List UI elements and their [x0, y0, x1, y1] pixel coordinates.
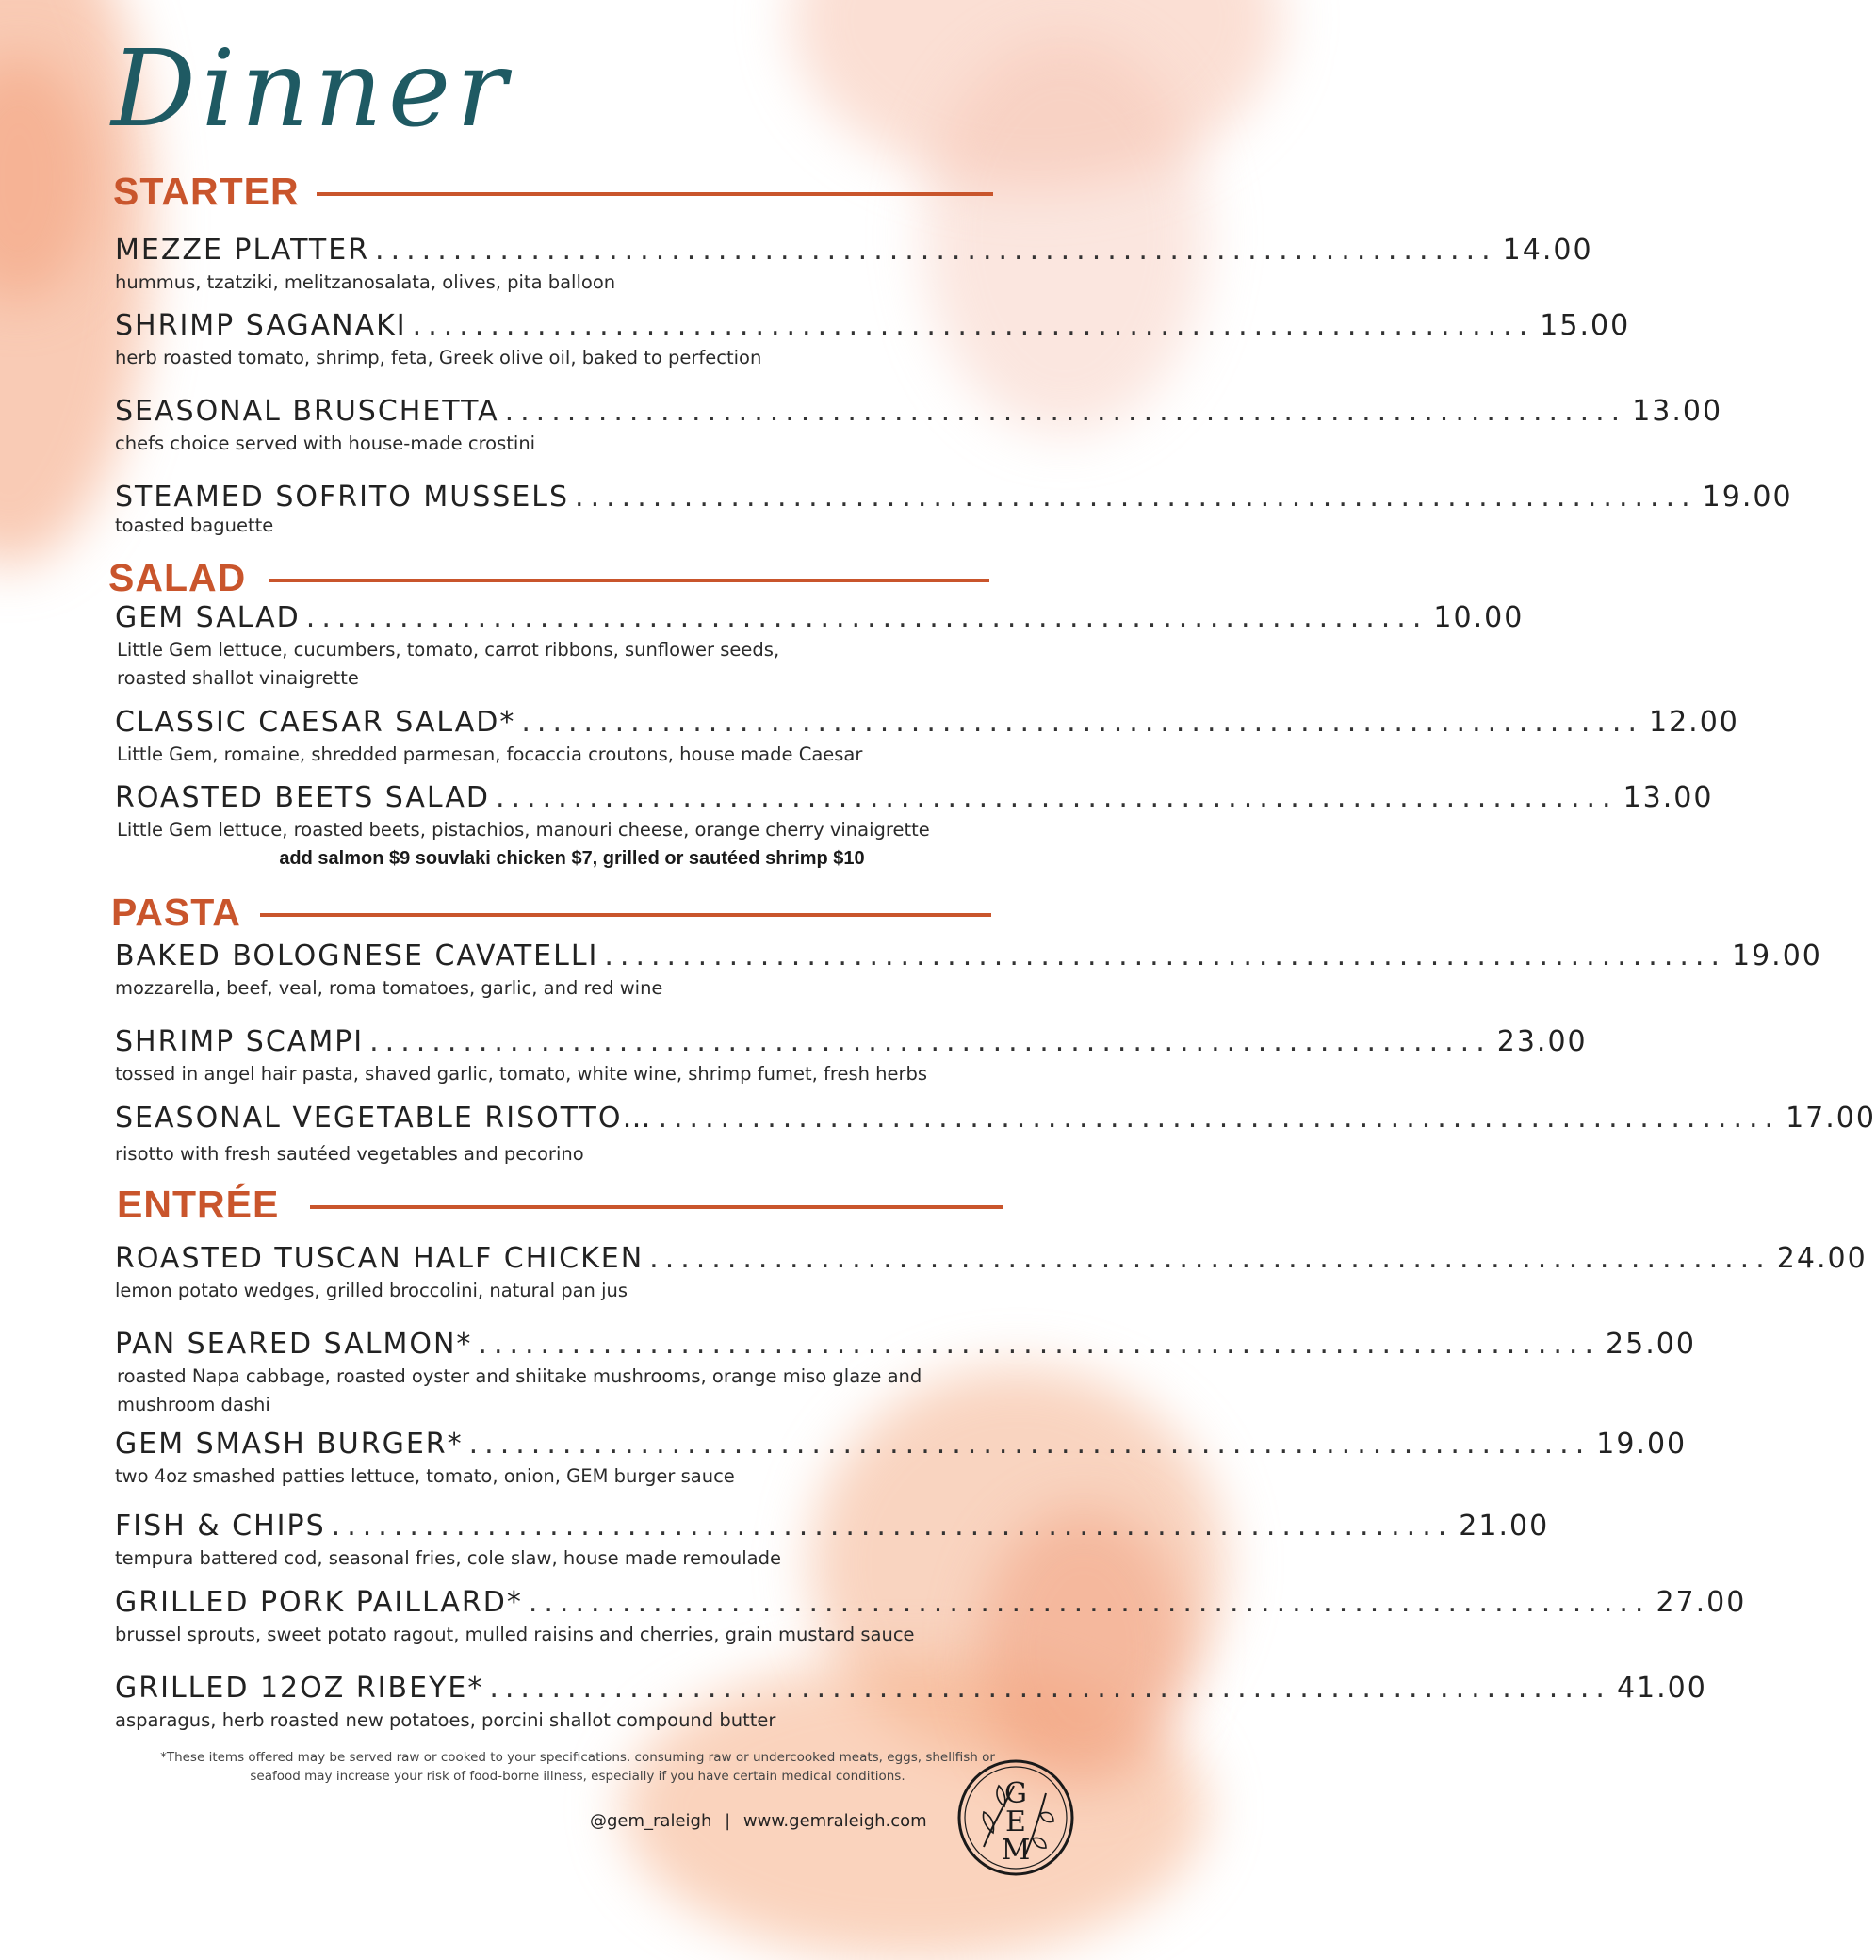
- floral-monogram-logo-icon: [955, 1757, 1076, 1878]
- item-name: BAKED BOLOGNESE CAVATELLI: [115, 939, 599, 972]
- item-description: two 4oz smashed patties lettuce, tomato, onion, GEM burger sauce: [115, 1465, 735, 1487]
- menu-item: [115, 1510, 1550, 1573]
- menu-item: [115, 1586, 1747, 1649]
- section-header-pasta: [111, 890, 992, 938]
- item-name: SHRIMP SAGANAKI: [115, 309, 407, 342]
- page-title: Dinner: [111, 28, 513, 151]
- item-price: 15.00: [1540, 309, 1631, 342]
- item-price: 13.00: [1632, 395, 1723, 428]
- dot-leader: ........................................................................: [504, 395, 1627, 428]
- item-description: Little Gem, romaine, shredded parmesan, focaccia croutons, house made Caesar: [117, 743, 863, 765]
- menu-item: [115, 395, 1723, 458]
- item-description: hummus, tzatziki, melitzanosalata, olives, pita balloon: [115, 271, 616, 293]
- item-description: chefs choice served with house-made crostini: [115, 433, 536, 454]
- item-name: ROASTED TUSCAN HALF CHICKEN: [115, 1242, 644, 1275]
- addons-text: add salmon $9 souvlaki chicken $7, grilled or sautéed shrimp $10: [279, 848, 865, 869]
- item-name: STEAMED SOFRITO MUSSELS: [115, 481, 570, 514]
- item-name: GRILLED 12OZ RIBEYE*: [115, 1672, 484, 1705]
- footer-separator: |: [725, 1811, 731, 1831]
- dot-leader: ........................................................................: [649, 1242, 1771, 1275]
- item-name: GEM SALAD: [115, 601, 301, 634]
- item-description: mozzarella, beef, veal, roma tomatoes, garlic, and red wine: [115, 977, 663, 999]
- menu-item: [115, 1242, 1868, 1305]
- item-description: asparagus, herb roasted new potatoes, porcini shallot compound butter: [115, 1709, 776, 1731]
- dot-leader: ........................................................................: [331, 1510, 1454, 1543]
- menu-item: [115, 234, 1593, 297]
- dot-leader: ........................................................................: [412, 309, 1535, 342]
- salad-addons-note: [0, 848, 1144, 870]
- section-title: STARTER: [113, 170, 300, 213]
- dot-leader: ........................................................................: [528, 1586, 1651, 1619]
- footer-contact: [590, 1811, 927, 1831]
- menu-item: [115, 939, 1822, 1003]
- section-title: ENTRÉE: [117, 1183, 280, 1226]
- dot-leader: ........................................................................: [521, 706, 1643, 739]
- item-price: 12.00: [1648, 706, 1739, 739]
- dot-leader: ........................................................................: [369, 1025, 1492, 1058]
- instagram-handle[interactable]: @gem_raleigh: [590, 1811, 712, 1831]
- item-description: Little Gem lettuce, cucumbers, tomato, carrot ribbons, sunflower seeds, roasted shallot vinaigrette: [117, 639, 780, 689]
- item-description: tossed in angel hair pasta, shaved garlic, tomato, white wine, shrimp fumet, fresh herbs: [115, 1063, 928, 1085]
- menu-item: [115, 1328, 1696, 1419]
- logo-letter-e: E: [1005, 1805, 1026, 1838]
- item-description: herb roasted tomato, shrimp, feta, Greek olive oil, baked to perfection: [115, 347, 762, 368]
- dot-leader: ........................................................................: [305, 601, 1428, 634]
- menu-item: [115, 1102, 1876, 1168]
- menu-item: [115, 781, 1714, 844]
- item-name: FISH & CHIPS: [115, 1510, 326, 1543]
- item-description: risotto with fresh sautéed vegetables and pecorino: [115, 1143, 584, 1165]
- item-name: SEASONAL BRUSCHETTA: [115, 395, 499, 428]
- item-name: SEASONAL VEGETABLE RISOTTO…: [115, 1102, 653, 1135]
- item-name: ROASTED BEETS SALAD: [115, 781, 490, 814]
- dot-leader: ........................................................................: [604, 939, 1726, 972]
- food-safety-disclaimer: *These items offered may be served raw or cooked to your specifications. consuming raw or undercooked meats, eggs, shellfish or seafood may increase your risk of food-borne illness, especially if you have certain medical conditions.: [160, 1750, 995, 1784]
- section-divider: [269, 579, 989, 582]
- item-description: lemon potato wedges, grilled broccolini, natural pan jus: [115, 1280, 628, 1301]
- item-name: GRILLED PORK PAILLARD*: [115, 1586, 523, 1619]
- section-divider: [317, 192, 993, 196]
- section-header-starter: [113, 170, 994, 217]
- section-divider: [260, 913, 991, 917]
- item-price: 19.00: [1596, 1428, 1688, 1461]
- item-name: PAN SEARED SALMON*: [115, 1328, 473, 1361]
- item-name: MEZZE PLATTER: [115, 234, 370, 267]
- item-description: tempura battered cod, seasonal fries, cole slaw, house made remoulade: [115, 1547, 781, 1569]
- dot-leader: ........................................................................: [495, 781, 1618, 814]
- section-header-entree: [117, 1183, 998, 1230]
- item-name: SHRIMP SCAMPI: [115, 1025, 365, 1058]
- dot-leader: ........................................................................: [658, 1102, 1781, 1135]
- item-description: roasted Napa cabbage, roasted oyster and shiitake mushrooms, orange miso glaze and mushroom dashi: [117, 1365, 922, 1415]
- section-header-salad: [108, 556, 989, 603]
- menu-item: [115, 706, 1739, 769]
- dot-leader: ........................................................................: [478, 1328, 1601, 1361]
- item-description: toasted baguette: [115, 514, 274, 536]
- item-description: Little Gem lettuce, roasted beets, pistachios, manouri cheese, orange cherry vinaigrette: [117, 819, 930, 841]
- menu-item: [115, 1428, 1688, 1491]
- item-price: 13.00: [1623, 781, 1714, 814]
- logo-letter-g: G: [1004, 1777, 1027, 1810]
- dot-leader: ........................................................................: [575, 481, 1697, 514]
- item-price: 19.00: [1702, 481, 1793, 514]
- menu-item: [115, 1672, 1707, 1735]
- website-link[interactable]: www.gemraleigh.com: [742, 1811, 927, 1831]
- item-price: 21.00: [1459, 1510, 1550, 1543]
- dot-leader: ........................................................................: [375, 234, 1497, 267]
- section-title: PASTA: [111, 890, 241, 934]
- dot-leader: ........................................................................: [489, 1672, 1611, 1705]
- menu-item: [115, 481, 1793, 540]
- menu-item: [115, 1025, 1588, 1088]
- item-price: 10.00: [1433, 601, 1525, 634]
- item-price: 24.00: [1776, 1242, 1868, 1275]
- item-price: 23.00: [1496, 1025, 1588, 1058]
- menu-item: [115, 309, 1631, 372]
- item-price: 19.00: [1731, 939, 1822, 972]
- item-name: CLASSIC CAESAR SALAD*: [115, 706, 516, 739]
- item-price: 25.00: [1606, 1328, 1696, 1361]
- item-price: 41.00: [1616, 1672, 1707, 1705]
- logo-letter-m: M: [1001, 1834, 1031, 1867]
- item-price: 14.00: [1502, 234, 1593, 267]
- section-title: SALAD: [108, 556, 247, 599]
- item-name: GEM SMASH BURGER*: [115, 1428, 464, 1461]
- item-price: 17.00: [1786, 1102, 1876, 1135]
- dot-leader: ........................................................................: [468, 1428, 1591, 1461]
- menu-item: [115, 601, 1525, 693]
- item-price: 27.00: [1656, 1586, 1747, 1619]
- item-description: brussel sprouts, sweet potato ragout, mulled raisins and cherries, grain mustard sauce: [115, 1624, 915, 1645]
- section-divider: [310, 1205, 1003, 1209]
